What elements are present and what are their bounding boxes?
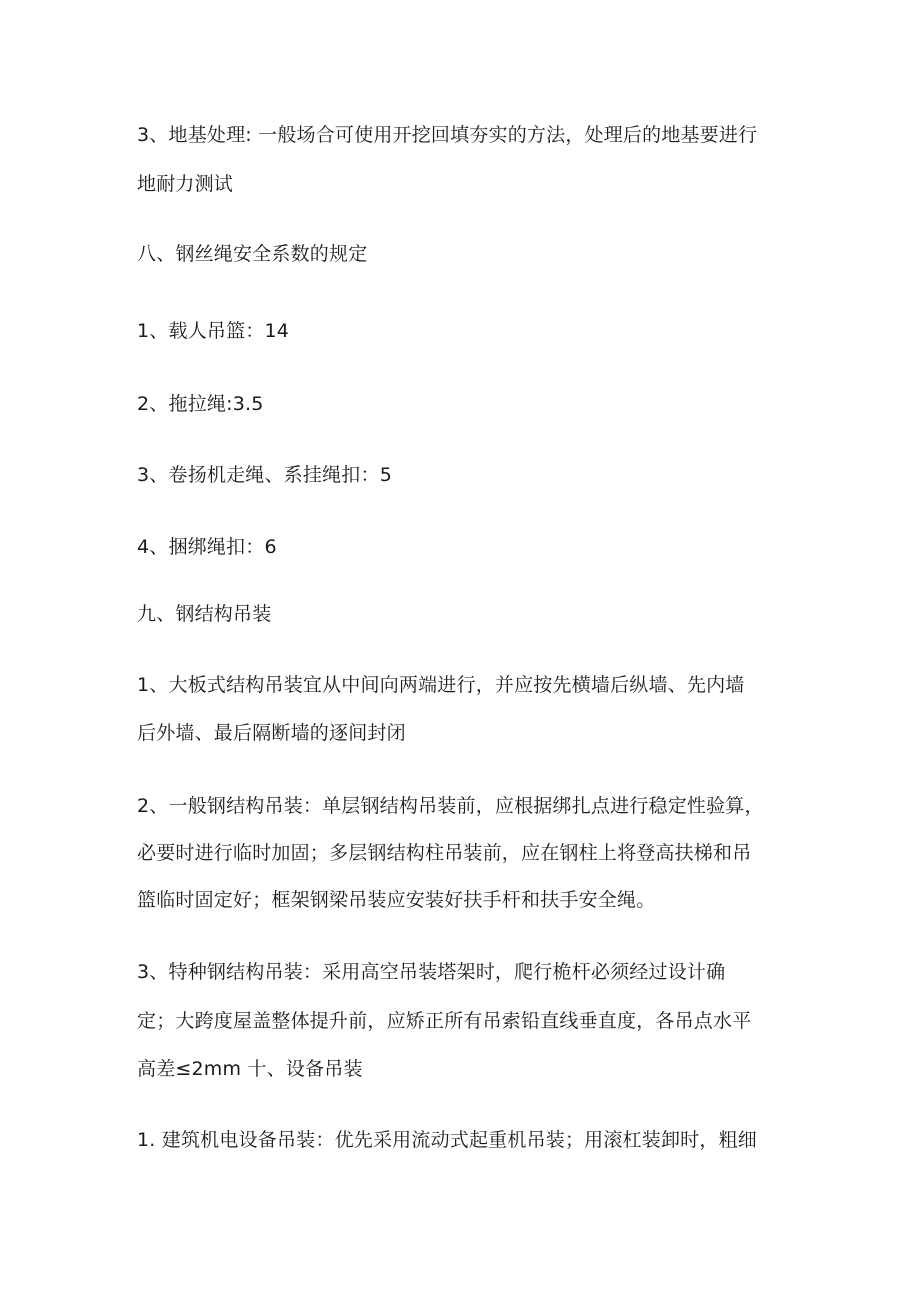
text-line: 必要时进行临时加固；多层钢结构柱吊装前，应在钢柱上将登高扶梯和吊 bbox=[137, 842, 752, 864]
text-line: 3、地基处理: 一般场合可使用开挖回填夯实的方法，处理后的地基要进行 bbox=[137, 124, 758, 146]
text-line: 3、卷扬机走绳、系挂绳扣：5 bbox=[137, 464, 392, 486]
text-line: 地耐力测试 bbox=[137, 173, 234, 195]
text-line: 高差≤2mm 十、设备吊装 bbox=[137, 1058, 363, 1080]
text-line: 后外墙、最后隔断墙的逐间封闭 bbox=[137, 722, 406, 744]
section-heading: 九、钢结构吊装 bbox=[137, 603, 272, 625]
text-line: 2、拖拉绳:3.5 bbox=[137, 393, 264, 415]
text-line: 2、一般钢结构吊装：单层钢结构吊装前，应根据绑扎点进行稳定性验算， bbox=[137, 795, 764, 817]
text-line: 篮临时固定好；框架钢梁吊装应安装好扶手杆和扶手安全绳。 bbox=[137, 889, 656, 911]
text-line: 1、载人吊篮：14 bbox=[137, 320, 290, 342]
text-line: 定；大跨度屋盖整体提升前，应矫正所有吊索铅直线垂直度，各吊点水平 bbox=[137, 1010, 752, 1032]
text-line: 3、特种钢结构吊装：采用高空吊装塔架时，爬行桅杆必须经过设计确 bbox=[137, 961, 726, 983]
text-line: 1. 建筑机电设备吊装：优先采用流动式起重机吊装；用滚杠装卸时，粗细 bbox=[137, 1129, 757, 1151]
text-line: 4、捆绑绳扣：6 bbox=[137, 536, 277, 558]
text-line: 1、大板式结构吊装宜从中间向两端进行，并应按先横墙后纵墙、先内墙 bbox=[137, 674, 745, 696]
section-heading: 八、钢丝绳安全系数的规定 bbox=[137, 243, 368, 265]
